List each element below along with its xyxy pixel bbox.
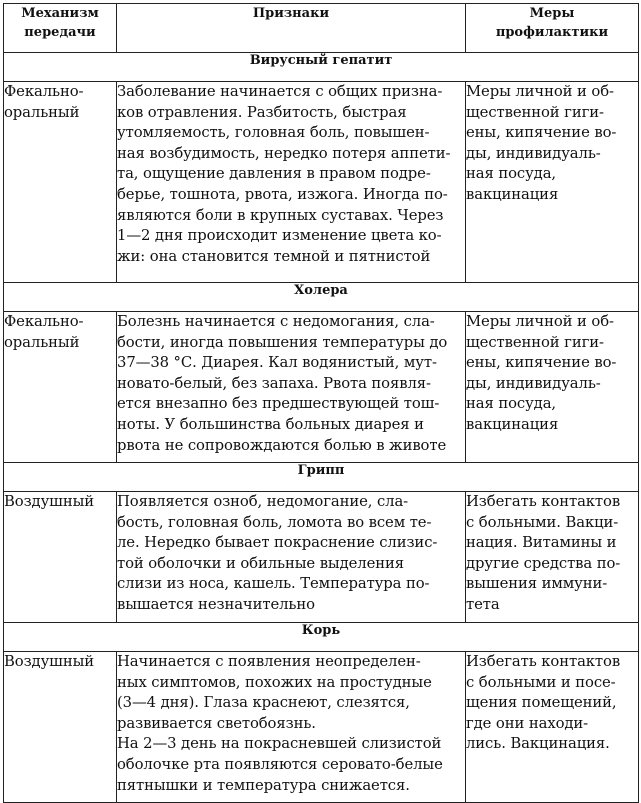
disease-table: [3, 3, 639, 803]
mechanism-line: Фекально-: [4, 83, 84, 100]
signs-line: ле. Нередко бывает покраснение слизис-: [117, 534, 438, 552]
prevention-line: с больными. Вакци-: [466, 513, 619, 531]
signs-line: ков отравления. Разбитость, быстрая: [117, 103, 407, 121]
prevention-line: другие средства по-: [466, 554, 621, 572]
prevention-line: ды, индивидуаль-: [466, 144, 601, 162]
signs-line: 37—38 °С. Диарея. Кал водянистый, мут-: [117, 354, 437, 372]
prevention-line: нация. Витамины и: [466, 534, 617, 552]
prevention-line: ды, индивидуаль-: [466, 374, 601, 392]
signs-line: берье, тошнота, рвота, изжога. Иногда по-: [117, 185, 448, 203]
header-prevention-line: профилактики: [495, 25, 609, 40]
signs-line: пятнышки и температура снижается.: [117, 776, 410, 794]
signs-line: (3—4 дня). Глаза краснеют, слезятся,: [117, 694, 410, 712]
signs-line: той оболочки и обильные выделения: [117, 554, 404, 572]
prevention-line: тета: [466, 595, 500, 613]
prevention-line: где они находи-: [466, 714, 589, 732]
prevention-line: ная посуда,: [466, 165, 557, 183]
signs-line: Начинается с появления неопределен-: [117, 653, 421, 670]
prevention-line: ены, кипячение во-: [466, 354, 617, 372]
signs-line: развивается светобоязнь.: [117, 714, 316, 732]
header-mechanism-line: Механизм: [21, 6, 99, 21]
prevention-line: Избегать контактов: [466, 493, 621, 510]
table-row: [4, 492, 639, 623]
header-signs: [117, 4, 466, 53]
signs-cell: [117, 312, 466, 463]
signs-line: ная возбудимость, нередко потеря аппети-: [117, 144, 451, 162]
mechanism-line: оральный: [4, 333, 80, 351]
signs-line: Заболевание начинается с общих призна-: [117, 83, 443, 100]
header-prevention: [466, 4, 639, 53]
header-prevention-line: Меры: [529, 6, 575, 21]
section-title: Холера: [4, 283, 639, 312]
section-title: Грипп: [4, 463, 639, 492]
prevention-cell: [466, 652, 639, 803]
prevention-line: Меры личной и об-: [466, 83, 614, 100]
section-title-row: [4, 623, 639, 652]
mechanism-cell: [4, 652, 117, 803]
signs-line: бости, иногда повышения температуры до: [117, 333, 448, 351]
mechanism-line: оральный: [4, 103, 80, 121]
signs-cell: [117, 492, 466, 623]
signs-line: слизи из носа, кашель. Температура по-: [117, 575, 430, 593]
signs-line: бость, головная боль, ломота во всем те-: [117, 513, 432, 531]
section-title-row: [4, 463, 639, 492]
header-mechanism: [4, 4, 117, 53]
mechanism-cell: [4, 82, 117, 283]
header-row: [4, 4, 639, 53]
prevention-line: вакцинация: [466, 185, 559, 203]
prevention-line: щественной гиги-: [466, 103, 604, 121]
prevention-line: ены, кипячение во-: [466, 124, 617, 142]
signs-line: являются боли в крупных суставах. Через: [117, 206, 444, 224]
signs-line: оболочке рта появляются серовато-белые: [117, 755, 443, 773]
signs-line: та, ощущение давления в правом подре-: [117, 165, 431, 183]
header-mechanism-line: передачи: [24, 25, 96, 40]
prevention-cell: [466, 492, 639, 623]
signs-line: рвота не сопровождаются болью в животе: [117, 436, 447, 454]
prevention-line: щественной гиги-: [466, 333, 604, 351]
prevention-line: вышения иммуни-: [466, 575, 608, 593]
mechanism-cell: [4, 492, 117, 623]
section-title-row: [4, 53, 639, 82]
signs-line: На 2—3 день на покрасневшей слизистой: [117, 735, 442, 753]
signs-line: вышается незначительно: [117, 595, 315, 613]
prevention-line: Избегать контактов: [466, 653, 621, 670]
prevention-cell: [466, 82, 639, 283]
prevention-line: лись. Вакцинация.: [466, 735, 610, 753]
signs-line: ется внезапно без предшествующей тош-: [117, 395, 440, 413]
mechanism-line: Фекально-: [4, 313, 84, 330]
prevention-line: вакцинация: [466, 415, 559, 433]
signs-line: Появляется озноб, недомогание, сла-: [117, 493, 409, 510]
signs-line: ных симптомов, похожих на простудные: [117, 673, 432, 691]
prevention-line: ная посуда,: [466, 395, 557, 413]
signs-cell: [117, 652, 466, 803]
section-title: Корь: [4, 623, 639, 652]
prevention-line: Меры личной и об-: [466, 313, 614, 330]
section-title: Вирусный гепатит: [4, 53, 639, 82]
prevention-line: с больными и посе-: [466, 673, 616, 691]
signs-line: Болезнь начинается с недомогания, сла-: [117, 313, 435, 330]
table-row: [4, 652, 639, 803]
table-row: [4, 82, 639, 283]
signs-line: жи: она становится темной и пятнистой: [117, 247, 431, 265]
signs-cell: [117, 82, 466, 283]
prevention-cell: [466, 312, 639, 463]
table-row: [4, 312, 639, 463]
mechanism-line: Воздушный: [4, 653, 95, 670]
table-body: [4, 53, 639, 803]
signs-line: ноты. У большинства больных диарея и: [117, 415, 424, 433]
header-signs-line: Признаки: [252, 6, 330, 21]
section-title-row: [4, 283, 639, 312]
mechanism-line: Воздушный: [4, 493, 95, 510]
prevention-line: щения помещений,: [466, 694, 617, 712]
mechanism-cell: [4, 312, 117, 463]
signs-line: утомляемость, головная боль, повышен-: [117, 124, 430, 142]
signs-line: 1—2 дня происходит изменение цвета ко-: [117, 227, 442, 245]
signs-line: новато-белый, без запаха. Рвота появля-: [117, 374, 431, 392]
